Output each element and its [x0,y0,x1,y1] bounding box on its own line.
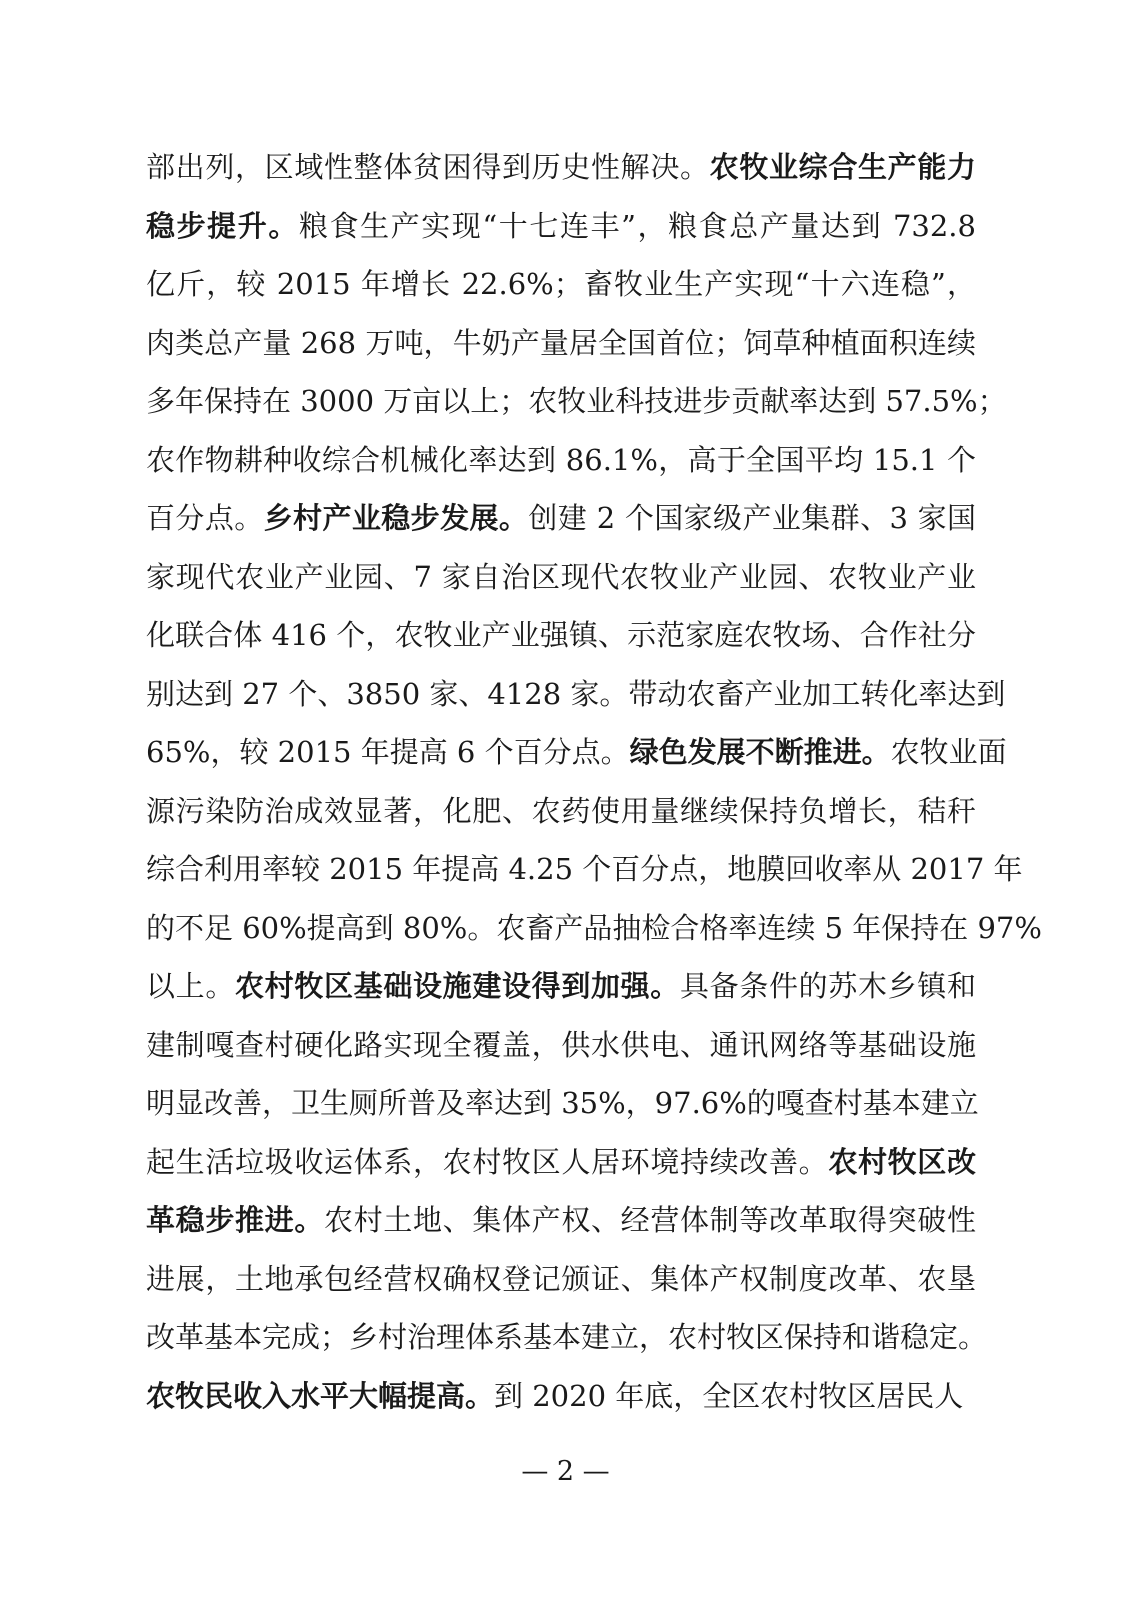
text-line [146,782,976,841]
body-text: 的不足 60%提高到 80%。农畜产品抽检合格率连续 5 年保持在 97% [146,910,1042,945]
body-text: 具备条件的苏木乡镇和 [679,969,976,1003]
text-line [146,1250,976,1309]
document-body [146,138,1042,1425]
body-text: 起生活垃圾收运体系，农村牧区人居环境持续改善。 [146,1144,829,1179]
body-text: 多年保持在 3000 万亩以上；农牧业科技进步贡献率达到 57.5%； [146,384,1007,418]
text-line [146,1367,976,1426]
bold-heading-text: 稳步提升。 [146,208,299,243]
text-line [146,548,976,607]
text-line [146,138,976,197]
text-line [146,489,976,548]
body-text: 综合利用率较 2015 年提高 4.25 个百分点，地膜回收率从 2017 年 [146,852,1023,886]
text-line [146,723,1007,782]
body-text: 进展，土地承包经营权确权登记颁证、集体产权制度改革、农垦 [146,1261,976,1296]
body-text: 肉类总产量 268 万吨，牛奶产量居全国首位；饲草种植面积连续 [146,325,976,360]
bold-heading-text: 革稳步推进。 [146,1203,324,1237]
text-line [146,1016,976,1075]
body-text: 化联合体 416 个，农牧业产业强镇、示范家庭农牧场、合作社分 [146,618,976,652]
text-line [146,431,976,490]
body-text: 明显改善，卫生厕所普及率达到 35%，97.6%的嘎查村基本建立 [146,1086,979,1120]
bold-heading-text: 农牧业综合生产能力 [709,150,976,184]
text-line [146,665,1006,724]
text-line [146,372,1007,431]
body-text: 改革基本完成；乡村治理体系基本建立，农村牧区保持和谐稳定。 [146,1320,988,1354]
bold-heading-text: 乡村产业稳步发展。 [263,501,529,535]
text-line [146,314,976,373]
body-text: 创建 2 个国家级产业集群、3 家国 [528,501,976,535]
body-text: 别达到 27 个、3850 家、4128 家。带动农畜产业加工转化率达到 [146,676,1006,711]
text-line [146,197,976,256]
bold-heading-text: 农村牧区基础设施建设得到加强。 [235,969,680,1003]
body-text: 粮食生产实现“十七连丰”，粮食总产量达到 732.8 [298,208,976,243]
text-line [146,1133,976,1192]
text-line [146,957,976,1016]
body-text: 百分点。 [146,501,264,535]
body-text: 农村土地、集体产权、经营体制等改革取得突破性 [324,1203,976,1237]
text-line [146,899,1042,958]
body-text: 源污染防治成效显著，化肥、农药使用量继续保持负增长，秸秆 [146,793,976,828]
bold-heading-text: 农村牧区改 [828,1144,976,1179]
body-text: 农牧业面 [890,735,1007,769]
text-line [146,255,976,314]
text-line [146,1191,976,1250]
text-line [146,840,1023,899]
body-text: 农作物耕种收综合机械化率达到 86.1%，高于全国平均 15.1 个 [146,442,976,477]
page-number: — 2 — [521,1456,610,1487]
text-line [146,1074,979,1133]
body-text: 建制嘎查村硬化路实现全覆盖，供水供电、通讯网络等基础设施 [146,1027,976,1062]
body-text: 以上。 [146,969,235,1003]
text-line [146,606,976,665]
bold-heading-text: 绿色发展不断推进。 [629,735,891,769]
text-line [146,1308,988,1367]
bold-heading-text: 农牧民收入水平大幅提高。 [146,1378,495,1413]
body-text: 65%，较 2015 年提高 6 个百分点。 [146,735,630,769]
body-text: 部出列，区域性整体贫困得到历史性解决。 [146,150,710,184]
body-text: 到 2020 年底，全区农村牧区居民人 [494,1378,964,1413]
body-text: 家现代农业产业园、7 家自治区现代农牧业产业园、农牧业产业 [146,559,976,594]
body-text: 亿斤，较 2015 年增长 22.6%；畜牧业生产实现“十六连稳”， [146,267,976,301]
